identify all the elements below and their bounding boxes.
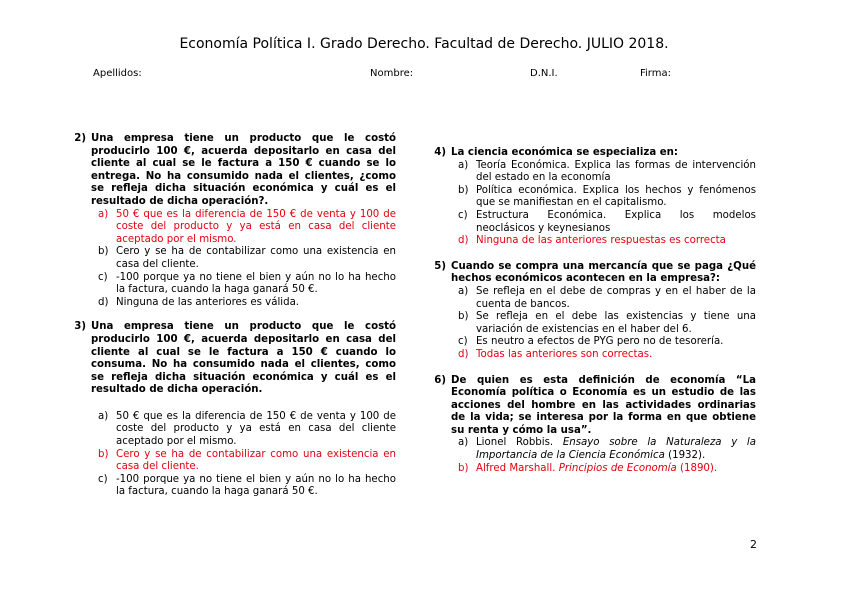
question-number: 5) <box>434 260 446 272</box>
question-text: Cuando se compra una mercancía que se paga ¿Qué hechos económicos acontecen en la empresa?: <box>451 260 756 285</box>
option-c: c) Es neutro a efectos de PYG pero no de tesorería. <box>458 336 724 348</box>
question-number: 2) <box>74 133 86 144</box>
question-number: 3) <box>74 321 86 333</box>
option-b: b) Política económica. Explica los hechos y fenómenos que se manifiestan en el capitalismo. <box>458 184 756 209</box>
option-c: c) Estructura Económica. Explica los modelos neoclásicos y keynesianos <box>458 209 756 234</box>
question-text: De quien es esta definición de economía “La Economía política o Economía es un estudio de las acciones del hombre en las actividades ordinarias de la vida; se interesa por la forma en que obtiene su renta y cómo la usa”. <box>451 374 756 436</box>
right-column <box>428 147 756 475</box>
question-text: Una empresa tiene un producto que le costó producirlo 100 €, acuerda depositarlo en casa del cliente al cual se le factura a 150 € cuando lo consuma. No ha consumido nada el clientes, como se refleja dicha situación económica y cuál es el resultado de dicha operación. <box>91 321 396 396</box>
apellidos-label: Apellidos: <box>93 68 142 79</box>
option-a: a) Se refleja en el debe de compras y en el haber de la cuenta de bancos. <box>458 285 756 310</box>
question-text: Una empresa tiene un producto que le costó producirlo 100 €, acuerda depositarlo en casa del cliente al cual se le factura a 150 € cuando se lo entrega. No ha consumido nada el clientes, ¿como se refleja dicha situación económica y cuál es el resultado de dicha operación?. <box>91 133 396 207</box>
option-d: d) Todas las anteriores son correctas. <box>458 348 653 360</box>
option-a: a) 50 € que es la diferencia de 150 € de venta y 100 de coste del producto y ya está en casa del cliente aceptado por el mismo. <box>98 410 396 448</box>
exam-title: Economía Política I. Grado Derecho. Facultad de Derecho. JULIO 2018. <box>179 36 669 52</box>
option-d: d) Ninguna de las anteriores respuestas es correcta <box>458 235 726 247</box>
left-column <box>68 133 396 499</box>
option-b: b) Alfred Marshall. Principios de Economía (1890). <box>458 462 718 474</box>
page-number: 2 <box>750 538 757 551</box>
nombre-label: Nombre: <box>370 68 414 79</box>
firma-label: Firma: <box>640 68 671 79</box>
option-c: c) -100 porque ya no tiene el bien y aún no lo ha hecho la factura, cuando la haga ganará 50 €. <box>98 271 396 296</box>
option-a: a) Lionel Robbis. Ensayo sobre la Naturaleza y la Importancia de la Ciencia Económica (1932). <box>458 437 756 462</box>
option-d: d) Ninguna de las anteriores es válida. <box>98 296 300 308</box>
option-c: c) -100 porque ya no tiene el bien y aún no lo ha hecho la factura, cuando la haga ganará 50 €. <box>98 473 396 498</box>
question-4 <box>428 147 756 248</box>
question-3 <box>68 321 396 499</box>
option-b: b) Cero y se ha de contabilizar como una existencia en casa del cliente. <box>98 246 396 270</box>
option-b: b) Se refleja en el debe las existencias y tiene una variación de existencias en el haber del 6. <box>458 311 756 335</box>
dni-label: D.N.I. <box>530 68 558 79</box>
option-b: b) Cero y se ha de contabilizar como una existencia en casa del cliente. <box>98 448 396 473</box>
question-6 <box>428 375 756 476</box>
option-a: a) Teoría Económica. Explica las formas de intervención del estado en la economía <box>458 159 756 184</box>
option-a: a) 50 € que es la diferencia de 150 € de venta y 100 de coste del producto y ya está en casa del cliente aceptado por el mismo. <box>98 208 396 245</box>
question-number: 6) <box>434 374 446 386</box>
question-2 <box>68 133 396 309</box>
question-5 <box>428 261 756 362</box>
question-text: La ciencia económica se especializa en: <box>451 147 678 158</box>
question-number: 4) <box>434 147 446 158</box>
